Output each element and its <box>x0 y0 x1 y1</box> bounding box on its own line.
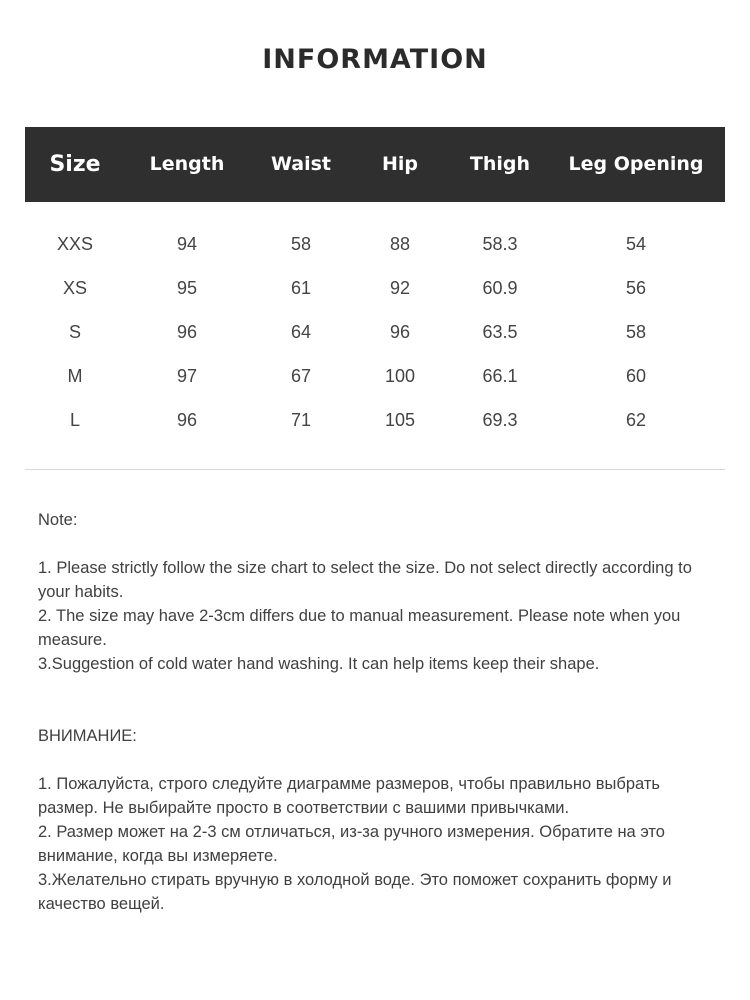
section-divider <box>25 469 725 470</box>
cell-waist: 61 <box>290 278 312 298</box>
cell-leg-opening: 58 <box>625 322 647 342</box>
cell-length: 97 <box>176 366 198 386</box>
table-row <box>25 398 725 442</box>
cell-length: 94 <box>176 234 198 254</box>
header-leg-opening: Leg Opening <box>568 153 704 175</box>
cell-size: XXS <box>56 234 94 254</box>
cell-hip: 96 <box>389 322 411 342</box>
cell-thigh: 60.9 <box>482 278 518 298</box>
cell-length: 96 <box>176 322 198 342</box>
header-length: Length <box>149 153 225 175</box>
notes-section <box>38 508 718 916</box>
cell-size: L <box>69 410 81 430</box>
table-row <box>25 354 725 398</box>
table-row <box>25 222 725 266</box>
cell-leg-opening: 54 <box>625 234 647 254</box>
note-item: 3.Suggestion of cold water hand washing. It can help items keep their shape. <box>38 655 600 673</box>
cell-length: 96 <box>176 410 198 430</box>
note-item: 2. The size may have 2-3cm differs due to manual measurement. Please note when you measure. <box>38 607 681 649</box>
cell-thigh: 63.5 <box>482 322 518 342</box>
cell-hip: 88 <box>389 234 411 254</box>
note-item-ru: 3.Желательно стирать вручную в холодной воде. Это поможет сохранить форму и качество вещей. <box>38 871 672 913</box>
cell-thigh: 66.1 <box>482 366 518 386</box>
size-table-body <box>25 222 725 442</box>
header-thigh: Thigh <box>469 153 531 175</box>
table-row <box>25 266 725 310</box>
cell-thigh: 69.3 <box>482 410 518 430</box>
cell-waist: 58 <box>290 234 312 254</box>
cell-waist: 64 <box>290 322 312 342</box>
cell-hip: 105 <box>384 410 416 430</box>
note-item-ru: 1. Пожалуйста, строго следуйте диаграмме размеров, чтобы правильно выбрать размер. Не выбирайте просто в соответствии с вашими привычками. <box>38 775 660 817</box>
cell-waist: 71 <box>290 410 312 430</box>
page-title: INFORMATION <box>262 44 488 75</box>
header-waist: Waist <box>270 153 332 175</box>
note-heading-ru: ВНИМАНИЕ: <box>38 727 137 745</box>
header-hip: Hip <box>381 153 419 175</box>
note-item-ru: 2. Размер может на 2-3 см отличаться, из-за ручного измерения. Обратите на это внимание, когда вы измеряете. <box>38 823 665 865</box>
cell-length: 95 <box>176 278 198 298</box>
cell-size: M <box>67 366 83 386</box>
cell-leg-opening: 62 <box>625 410 647 430</box>
size-table-header <box>25 127 725 202</box>
cell-leg-opening: 56 <box>625 278 647 298</box>
cell-hip: 92 <box>389 278 411 298</box>
note-heading: Note: <box>38 511 78 529</box>
cell-thigh: 58.3 <box>482 234 518 254</box>
cell-size: S <box>68 322 82 342</box>
header-size: Size <box>49 152 101 177</box>
cell-leg-opening: 60 <box>625 366 647 386</box>
note-item: 1. Please strictly follow the size chart to select the size. Do not select directly according to your habits. <box>38 559 692 601</box>
cell-size: XS <box>62 278 88 298</box>
table-row <box>25 310 725 354</box>
cell-hip: 100 <box>384 366 416 386</box>
cell-waist: 67 <box>290 366 312 386</box>
